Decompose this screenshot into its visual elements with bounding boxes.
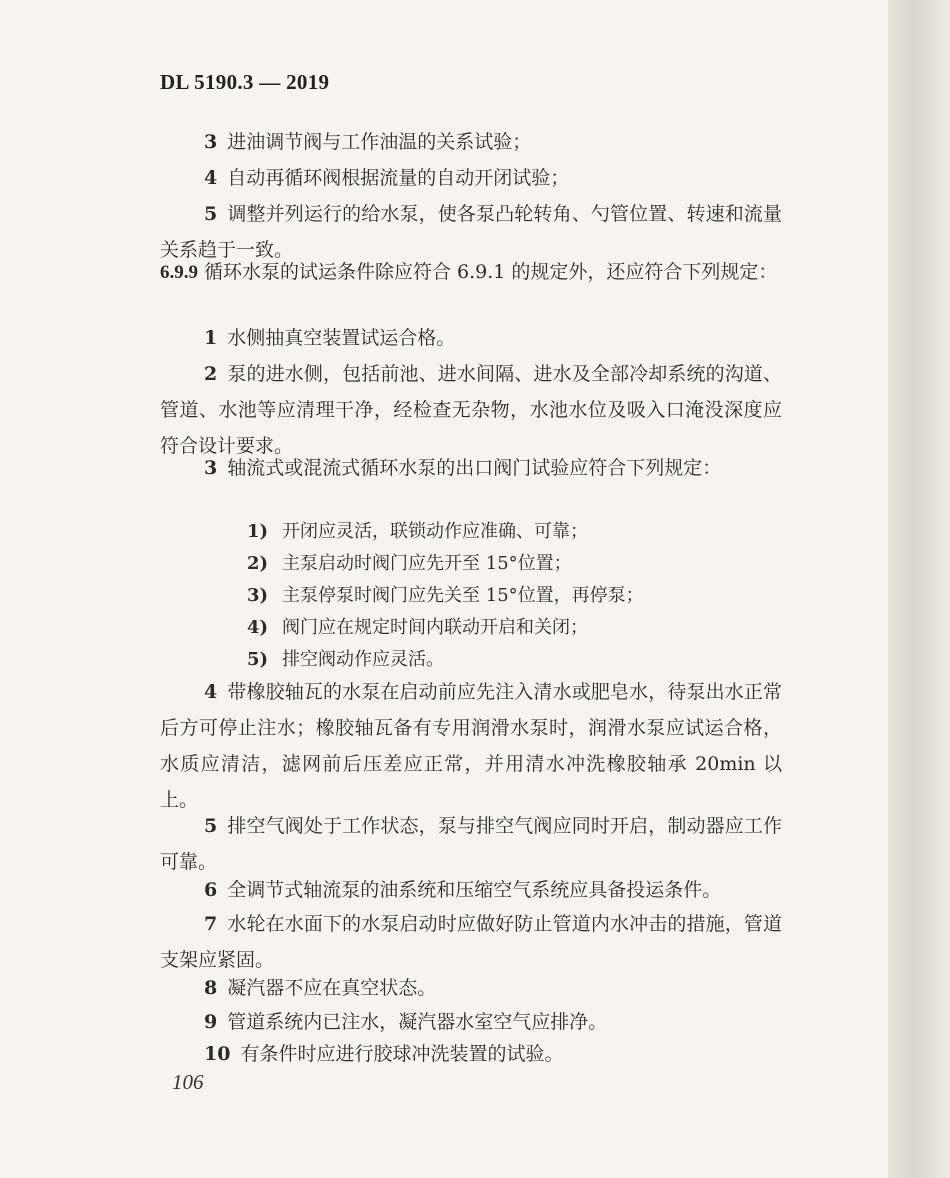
sub-item-text: 开闭应灵活，联锁动作应准确、可靠； <box>282 521 589 542</box>
list-item <box>160 356 782 464</box>
item-text: 排空气阀处于工作状态，泵与排空气阀应同时开启，制动器应工作可靠。 <box>160 815 782 873</box>
item-text: 有条件时应进行胶球冲洗装置的试验。 <box>240 1043 564 1065</box>
clause-text: 循环水泵的试运条件除应符合 6.9.1 的规定外，还应符合下列规定： <box>204 261 778 283</box>
item-number: 8 <box>204 977 218 999</box>
sub-item <box>247 644 444 676</box>
item-text: 自动再循环阀根据流量的自动开闭试验； <box>227 167 570 189</box>
list-item <box>160 124 782 160</box>
sub-item-number: 2) <box>247 553 269 574</box>
item-text: 泵的进水侧，包括前池、进水间隔、进水及全部冷却系统的沟道、管道、水池等应清理干净，经检查无杂物，水池水位及吸入口淹没深度应符合设计要求。 <box>160 363 782 457</box>
item-number: 4 <box>204 681 218 703</box>
list-item <box>160 674 782 818</box>
item-number: 1 <box>204 327 218 349</box>
item-number: 10 <box>204 1043 231 1065</box>
list-item <box>160 872 782 908</box>
list-item <box>160 970 782 1006</box>
sub-item-number: 5) <box>247 649 269 670</box>
clause-paragraph <box>160 254 782 291</box>
item-number: 5 <box>204 815 218 837</box>
item-number: 7 <box>204 913 218 935</box>
item-text: 管道系统内已注水，凝汽器水室空气应排净。 <box>227 1011 608 1033</box>
sub-item <box>247 516 588 548</box>
list-item <box>160 450 782 486</box>
item-number: 5 <box>204 203 218 225</box>
sub-item <box>247 612 588 644</box>
item-text: 调整并列运行的给水泵，使各泵凸轮转角、勺管位置、转速和流量关系趋于一致。 <box>160 203 782 261</box>
item-text: 进油调节阀与工作油温的关系试验； <box>227 131 532 153</box>
item-number: 3 <box>204 131 218 153</box>
list-item <box>160 160 782 196</box>
list-item <box>160 1004 782 1040</box>
item-number: 9 <box>204 1011 218 1033</box>
sub-item-text: 排空阀动作应灵活。 <box>282 649 445 670</box>
list-item <box>160 320 782 356</box>
sub-item-number: 3) <box>247 585 269 606</box>
sub-item <box>247 548 572 580</box>
item-text: 全调节式轴流泵的油系统和压缩空气系统应具备投运条件。 <box>227 879 722 901</box>
item-text: 水侧抽真空装置试运合格。 <box>227 327 456 349</box>
item-number: 2 <box>204 363 218 385</box>
sub-item-number: 1) <box>247 521 269 542</box>
item-number: 3 <box>204 457 218 479</box>
list-item <box>160 808 782 880</box>
sub-item-text: 主泵启动时阀门应先开至 15°位置； <box>282 553 572 574</box>
item-number: 6 <box>204 879 218 901</box>
sub-item-text: 主泵停泵时阀门应先关至 15°位置，再停泵； <box>282 585 644 606</box>
item-text: 带橡胶轴瓦的水泵在启动前应先注入清水或肥皂水，待泵出水正常后方可停止注水；橡胶轴瓦备有专用润滑水泵时，润滑水泵应试运合格，水质应清洁，滤网前后压差应正常，并用清水冲洗橡胶轴承 20min 以上。 <box>160 681 782 811</box>
sub-item-text: 阀门应在规定时间内联动开启和关闭； <box>282 617 589 638</box>
page-number: 106 <box>172 1070 204 1094</box>
item-text: 水轮在水面下的水泵启动时应做好防止管道内水冲击的措施，管道支架应紧固。 <box>160 913 782 971</box>
standard-header: DL 5190.3 — 2019 <box>160 70 330 94</box>
item-text: 凝汽器不应在真空状态。 <box>227 977 437 999</box>
item-text: 轴流式或混流式循环水泵的出口阀门试验应符合下列规定： <box>227 457 722 479</box>
sub-item <box>247 580 644 612</box>
sub-item-number: 4) <box>247 617 269 638</box>
list-item <box>160 906 782 978</box>
item-number: 4 <box>204 167 218 189</box>
clause-number: 6.9.9 <box>160 262 198 283</box>
list-item <box>160 1036 782 1072</box>
